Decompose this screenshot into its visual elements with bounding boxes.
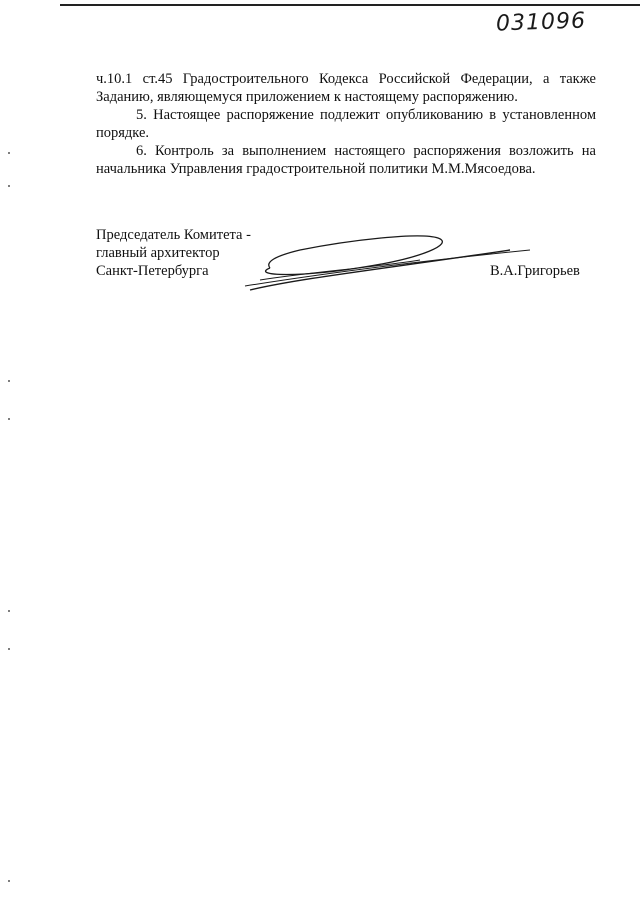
paragraph-5: 5. Настоящее распоряжение подлежит опубликованию в установленном порядке. [96,107,596,141]
scan-mark [8,418,10,420]
document-body [96,70,596,178]
scan-mark [8,152,10,154]
scan-mark [8,185,10,187]
signatory-title [96,226,251,280]
signatory-name: В.А.Григорьев [490,263,580,279]
paragraph-6: 6. Контроль за выполнением настоящего распоряжения возложить на начальника Управления градостроительной политики М.М.Мясоедова. [96,143,596,177]
scan-mark [8,610,10,612]
top-border-line [60,4,640,6]
scan-mark [8,880,10,882]
document-number: 031096 [495,8,587,37]
signatory-title-line-2: главный архитектор [96,245,220,261]
paragraph-continuation: ч.10.1 ст.45 Градостроительного Кодекса Российской Федерации, а также Заданию, являющемуся приложением к настоящему распоряжению. [96,71,596,105]
signatory-title-line-1: Председатель Комитета - [96,227,251,243]
scan-mark [8,380,10,382]
signatory-title-line-3: Санкт-Петербурга [96,263,209,279]
scan-mark [8,648,10,650]
